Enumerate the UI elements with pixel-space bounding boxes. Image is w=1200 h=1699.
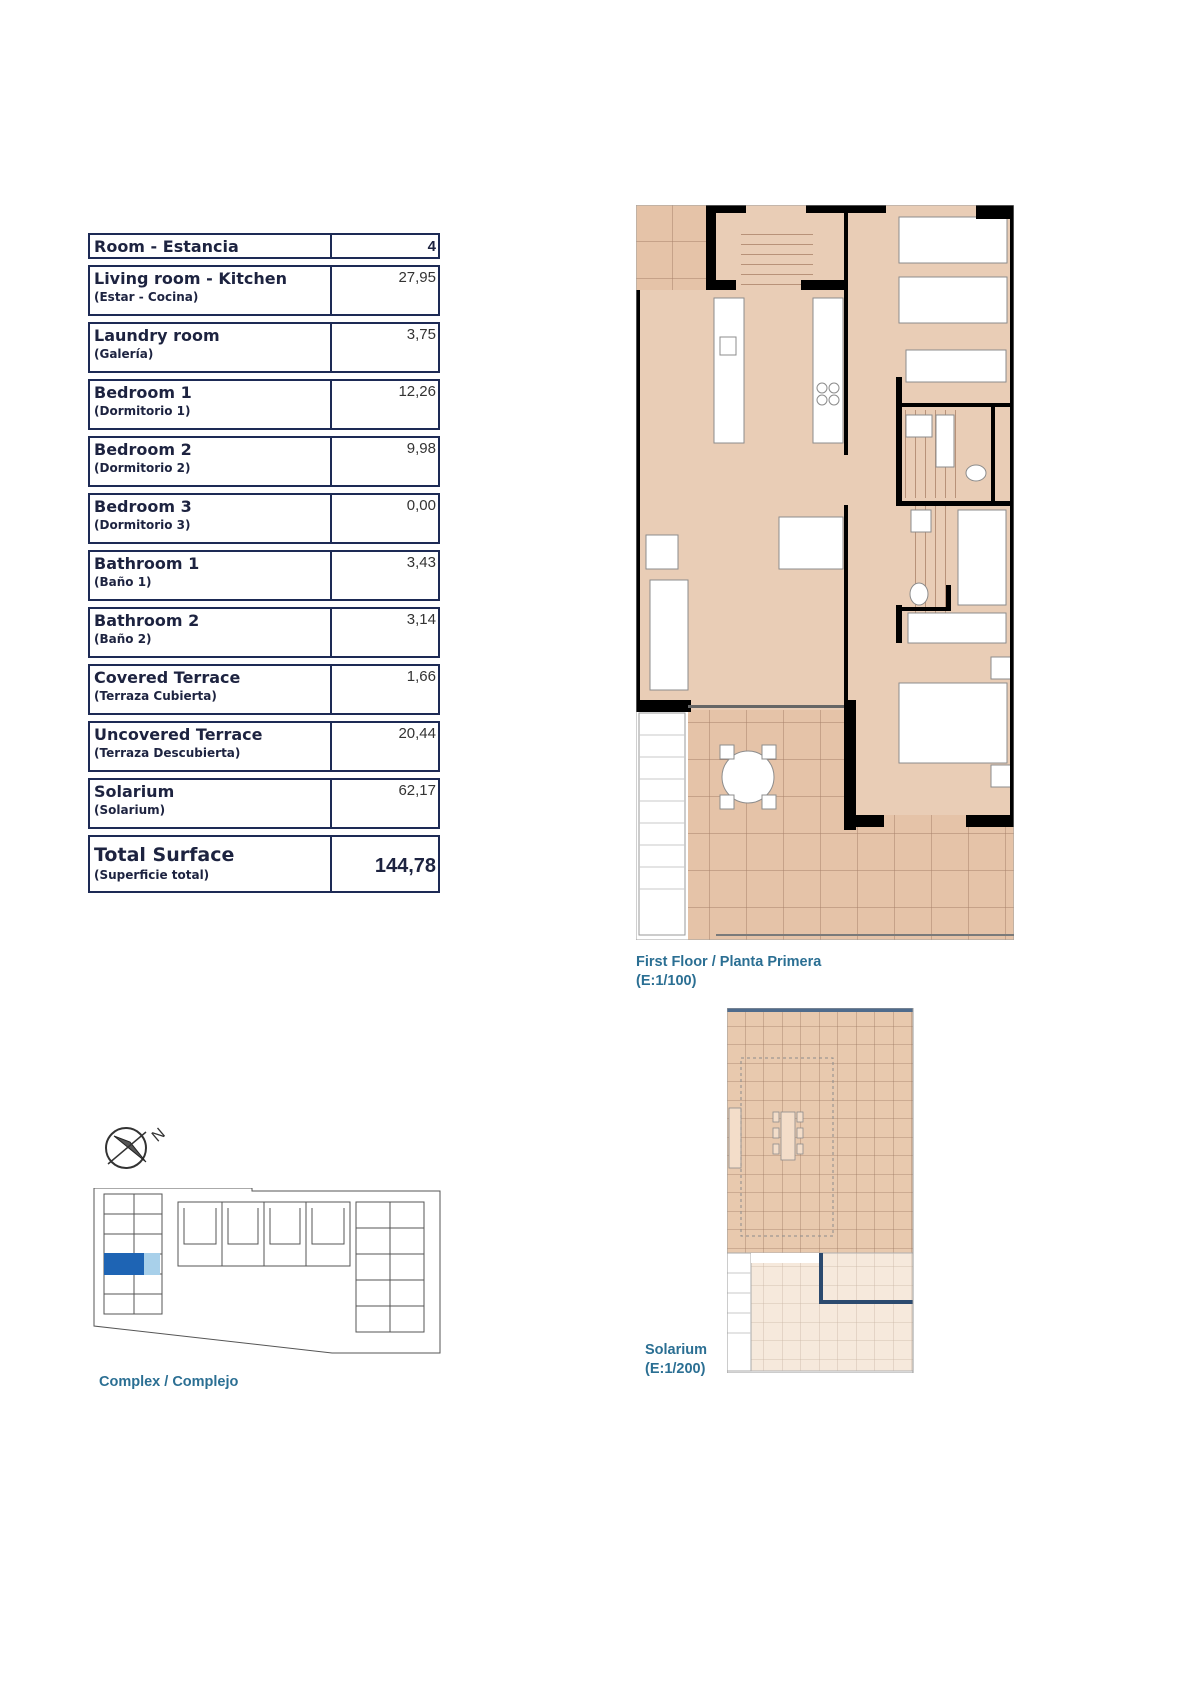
room-name-es: (Dormitorio 2) [94,461,191,475]
total-value: 144,78 [374,855,436,877]
table-row [88,721,440,772]
first-floor-caption [636,953,821,991]
header-value: 4 [427,238,436,255]
room-name: Bathroom 1 [94,554,200,573]
room-area: 3,43 [406,554,436,571]
table-row [88,265,440,316]
room-name: Solarium [94,782,175,801]
table-row [88,436,440,487]
room-name-es: (Dormitorio 3) [94,518,191,532]
table-row [88,607,440,658]
room-name: Bedroom 2 [94,440,192,459]
room-name: Bedroom 3 [94,497,192,516]
total-label: Total Surface [94,844,235,866]
compass-needle-icon [114,1136,146,1162]
table-row [88,493,440,544]
solarium-deck [727,1008,913,1253]
sofa [650,580,688,690]
bed-1 [899,217,1007,263]
bed-3 [899,683,1007,763]
table-header [88,233,440,259]
room-name: Uncovered Terrace [94,725,263,744]
room-area: 0,00 [406,497,436,514]
solarium-caption [645,1341,707,1379]
bed-2 [899,277,1007,323]
room-name-es: (Terraza Cubierta) [94,689,217,703]
complex-site-plan [92,1188,442,1363]
laundry-terrace [636,205,706,290]
room-area: 12,26 [398,383,436,400]
solarium-kitchen [729,1108,741,1168]
north-compass [100,1118,180,1178]
kitchen-counter [714,298,744,443]
header-label: Room - Estancia [94,237,239,256]
room-area: 27,95 [398,269,436,286]
kitchen-hob-counter [813,298,843,443]
table-row [88,379,440,430]
room-name-es: (Dormitorio 1) [94,404,191,418]
table-row [88,778,440,829]
complex-caption: Complex / Complejo [99,1374,239,1390]
table-total-row [88,835,440,893]
room-name-es: (Estar - Cocina) [94,290,199,304]
dining-table [779,517,843,569]
room-name-es: (Terraza Descubierta) [94,746,241,760]
wardrobe-1 [906,350,1006,382]
room-name-es: (Solarium) [94,803,166,817]
room-name: Laundry room [94,326,220,345]
north-label: N [148,1125,169,1146]
room-name: Bedroom 1 [94,383,192,402]
first-floor-title: First Floor / Planta Primera [636,954,822,970]
highlighted-unit [104,1253,144,1275]
room-area: 62,17 [398,782,436,799]
room-area: 20,44 [398,725,436,742]
wardrobe-2 [908,613,1006,643]
solarium-plan [727,1008,915,1373]
table-row [88,550,440,601]
room-area: 1,66 [406,668,436,685]
solarium-table [781,1112,795,1160]
room-area: 3,14 [406,611,436,628]
solarium-title: Solarium [645,1342,708,1358]
room-name: Covered Terrace [94,668,241,687]
first-floor-plan [636,205,1014,940]
highlighted-unit-terrace [144,1253,160,1275]
room-area: 9,98 [406,440,436,457]
room-area: 3,75 [406,326,436,343]
lower-terrace [751,1253,913,1371]
solarium-scale: (E:1/200) [645,1361,706,1377]
first-floor-scale: (E:1/100) [636,973,697,989]
table-row [88,664,440,715]
room-surface-table [88,233,440,899]
room-name: Bathroom 2 [94,611,200,630]
table-row [88,322,440,373]
total-label-es: (Superficie total) [94,868,210,882]
room-name-es: (Baño 2) [94,632,152,646]
room-name-es: (Baño 1) [94,575,152,589]
room-name-es: (Galería) [94,347,154,361]
room-name: Living room - Kitchen [94,269,287,288]
